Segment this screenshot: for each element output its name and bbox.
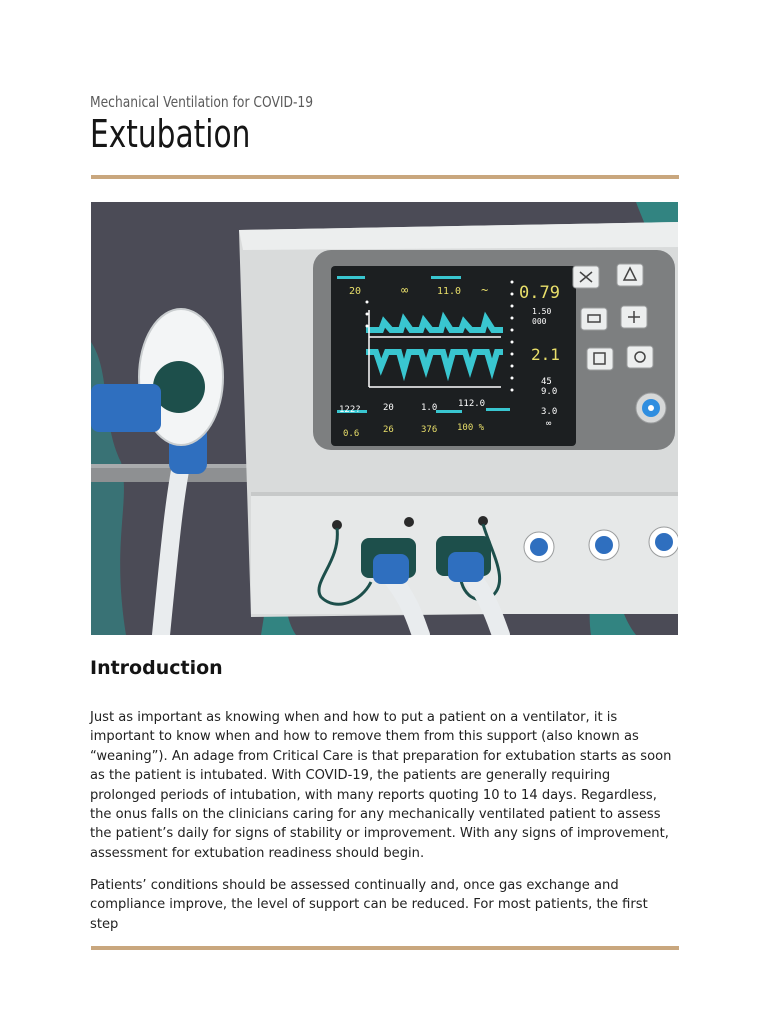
screen-row1-4: 112.0	[458, 399, 486, 409]
document-kicker: Mechanical Ventilation for COVID-19	[90, 93, 314, 111]
screen-readout-3: 11.0	[437, 286, 462, 297]
screen-row1-3: 1.0	[421, 403, 438, 413]
screen-row2-4: 100 %	[457, 423, 485, 433]
screen-main-value: 0.79	[519, 283, 560, 303]
screen-readout-1: 20	[349, 286, 362, 297]
hero-illustration	[91, 202, 678, 635]
screen-row2-5: ∞	[546, 419, 552, 429]
screen-secondary-value: 2.1	[531, 345, 560, 364]
screen-readout-2: ∞	[401, 283, 409, 297]
page-title: Extubation	[90, 112, 251, 156]
top-divider	[91, 175, 679, 179]
screen-row1-1: 122?	[339, 405, 361, 415]
screen-side-b: 9.0	[541, 387, 558, 397]
screen-ratio-b: 000	[532, 317, 547, 326]
screen-ratio-a: 1.50	[532, 307, 552, 316]
bottom-divider	[91, 946, 679, 950]
screen-row2-1: 0.6	[343, 429, 360, 439]
ventilator-illustration-icon	[91, 202, 678, 635]
screen-row2-3: 376	[421, 425, 438, 435]
paragraph-2: Patients’ conditions should be assessed continually and, once gas exchange and compliance improve, the level of support can be reduced. For most patients, the first step	[90, 878, 648, 932]
screen-side-a: 45	[541, 377, 552, 387]
section-heading: Introduction	[90, 657, 223, 679]
screen-row2-2: 26	[383, 425, 394, 435]
paragraph-1: Just as important as knowing when and how to put a patient on a ventilator, it is important to know when and how to remove them from this support (also known as “weaning”). An adage from Critical Care is that preparation for extubation starts as soon as the patient is intubated. With COVID-19, the patients are generally requiring prolonged periods of intubation, with many reports quoting 10 to 14 days. Regardless, the onus falls on the clinicians caring for any mechanically ventilated patient to assess the patient’s daily for signs of stability or improvement. With any signs of improvement, assessment for extubation readiness should begin.	[90, 710, 672, 861]
screen-readout-4: ~	[481, 283, 489, 297]
screen-row1-2: 20	[383, 403, 394, 413]
screen-row1-5: 3.0	[541, 407, 558, 417]
